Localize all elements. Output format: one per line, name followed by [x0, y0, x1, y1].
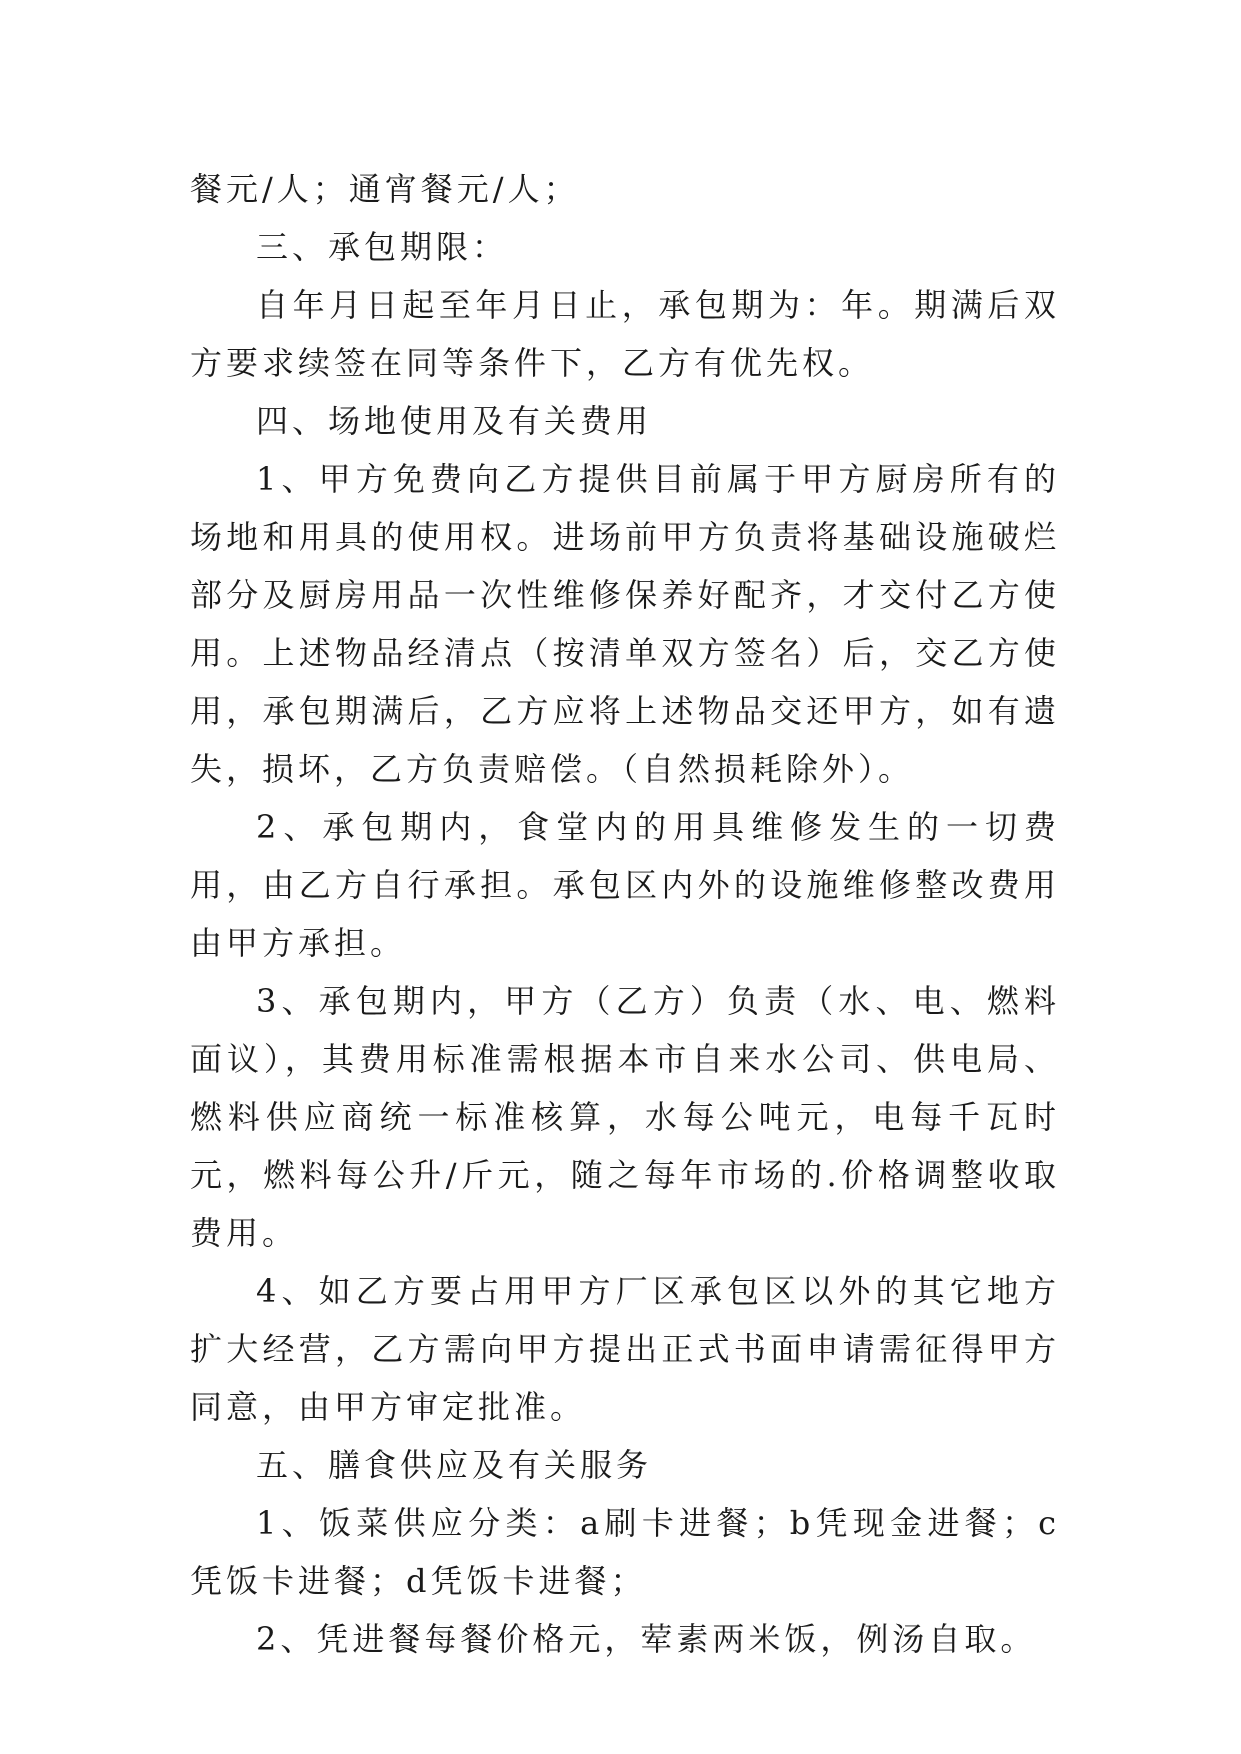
paragraph-venue-item-1: 1、甲方免费向乙方提供目前属于甲方厨房所有的场地和用具的使用权。进场前甲方负责将基础设施破烂部分及厨房用品一次性维修保养好配齐，才交付乙方使用。上述物品经清点（按清单双方签名）后，交乙方使用，承包期满后，乙方应将上述物品交还甲方，如有遗失，损坏，乙方负责赔偿。（自然损耗除外）。 [190, 460, 1060, 788]
paragraph-contract-term: 自年月日起至年月日止，承包期为：年。期满后双方要求续签在同等条件下，乙方有优先权。 [190, 286, 1060, 382]
paragraph-venue-item-2: 2、承包期内，食堂内的用具维修发生的一切费用，由乙方自行承担。承包区内外的设施维修整改费用由甲方承担。 [190, 808, 1060, 962]
heading-venue-fees: 四、场地使用及有关费用 [256, 402, 653, 440]
paragraph-meal-item-1: 1、饭菜供应分类：a刷卡进餐；b凭现金进餐；c凭饭卡进餐；d凭饭卡进餐； [190, 1504, 1060, 1600]
heading-contract-term: 三、承包期限： [256, 228, 509, 266]
heading-meal-supply: 五、膳食供应及有关服务 [256, 1446, 653, 1484]
paragraph-venue-item-3: 3、承包期内，甲方（乙方）负责（水、电、燃料面议），其费用标准需根据本市自来水公司、供电局、燃料供应商统一标准核算，水每公吨元，电每千瓦时元，燃料每公升/斤元，随之每年市场的.价格调整收取费用。 [190, 982, 1060, 1252]
paragraph-meal-item-2: 2、凭进餐每餐价格元，荤素两米饭，例汤自取。 [256, 1620, 1037, 1658]
paragraph-meal-price: 餐元/人；通宵餐元/人； [190, 170, 580, 208]
document-body [190, 160, 1060, 1668]
paragraph-venue-item-4: 4、如乙方要占用甲方厂区承包区以外的其它地方扩大经营，乙方需向甲方提出正式书面申请需征得甲方同意，由甲方审定批准。 [190, 1272, 1060, 1426]
